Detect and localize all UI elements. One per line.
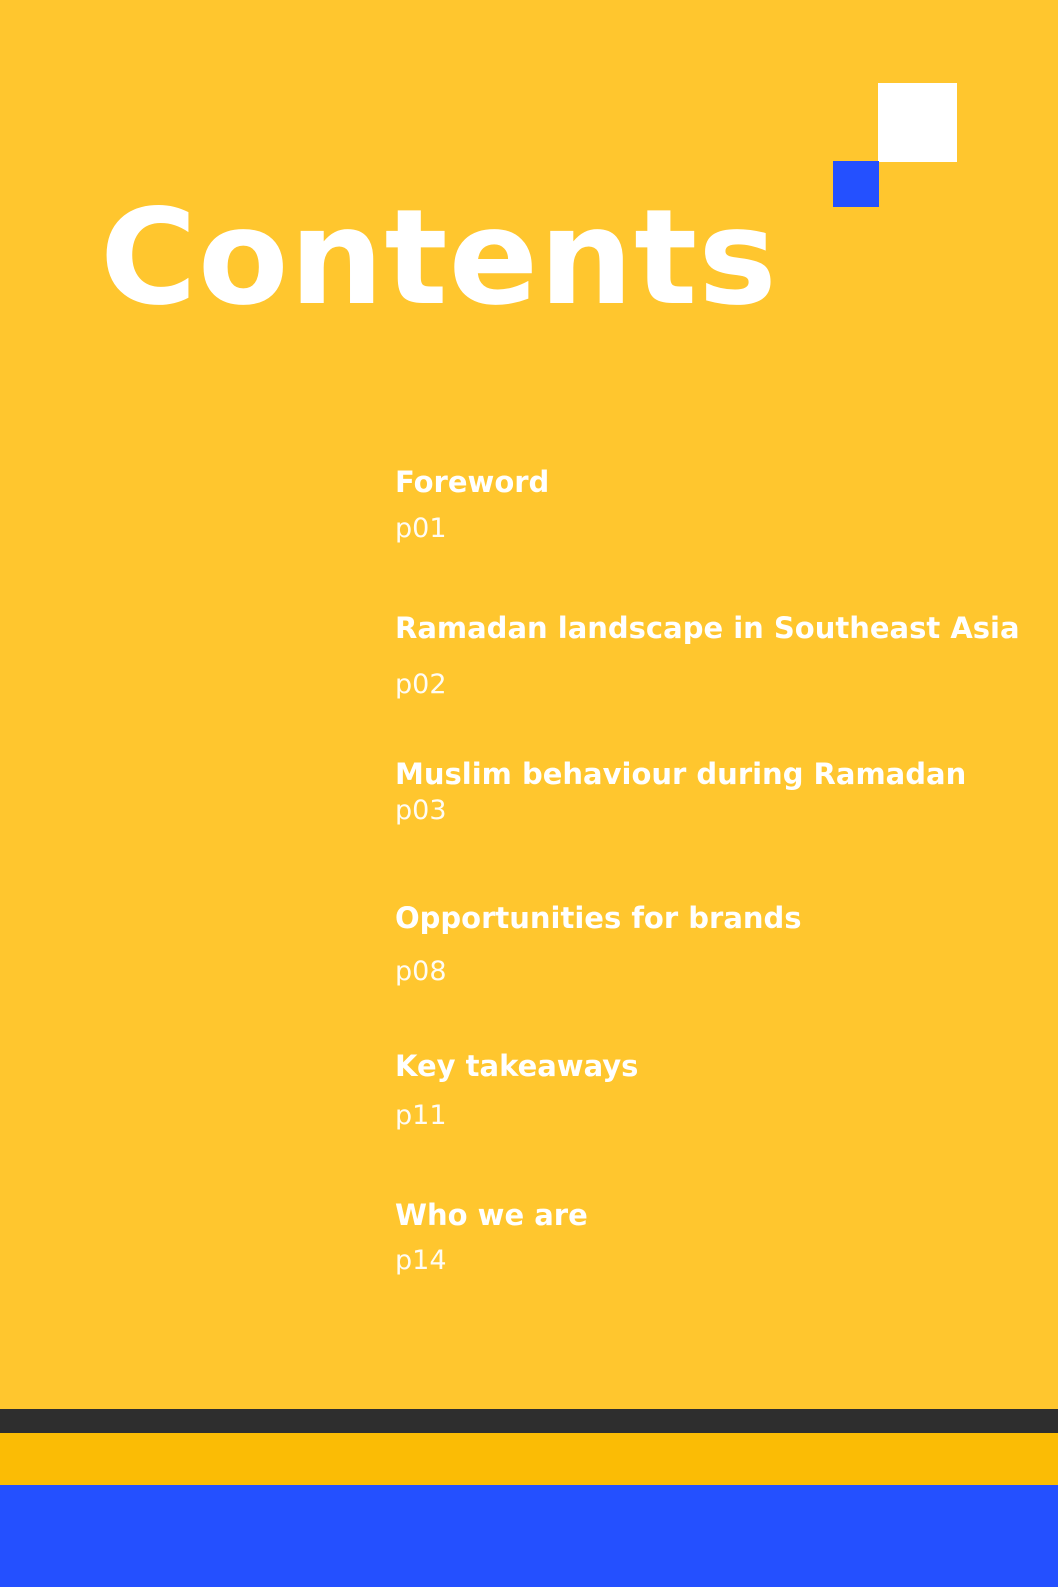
footer-dark-band [0,1409,1058,1433]
toc-entry-ramadan-landscape-page: p02 [395,669,447,700]
toc-entry-opportunities-page: p08 [395,956,447,987]
decorative-blue-square [833,161,879,207]
toc-entry-key-takeaways-title[interactable]: Key takeaways [395,1049,639,1083]
toc-entry-who-we-are-page: p14 [395,1245,447,1276]
toc-entry-muslim-behaviour-title[interactable]: Muslim behaviour during Ramadan [395,757,967,791]
toc-entry-foreword-title[interactable]: Foreword [395,465,550,499]
toc-entry-opportunities-title[interactable]: Opportunities for brands [395,901,802,935]
decorative-white-square [878,83,957,162]
footer-blue-band [0,1485,1058,1587]
footer-yellow-band [0,1433,1058,1485]
toc-entry-who-we-are-title[interactable]: Who we are [395,1198,588,1232]
toc-entry-foreword-page: p01 [395,513,447,544]
toc-entry-ramadan-landscape-title[interactable]: Ramadan landscape in Southeast Asia [395,611,1020,645]
toc-entry-key-takeaways-page: p11 [395,1100,447,1131]
toc-entry-muslim-behaviour-page: p03 [395,795,447,826]
page-title: Contents [100,181,778,335]
